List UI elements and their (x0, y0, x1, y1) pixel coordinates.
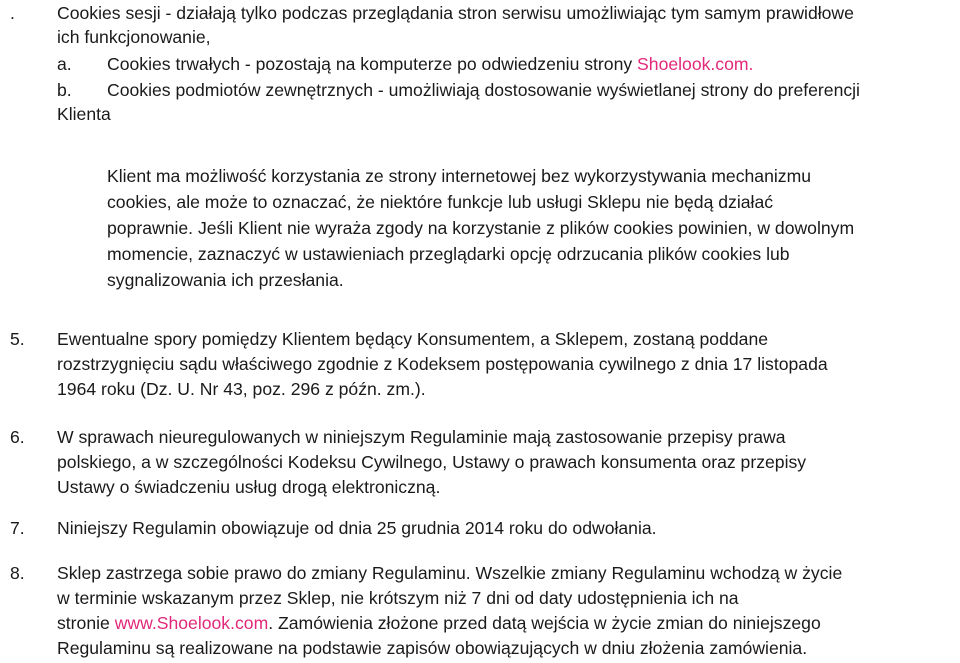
section-8-line-3-pre: stronie (57, 613, 115, 633)
section-8 (10, 561, 842, 661)
section-5-line-3: 1964 roku (Dz. U. Nr 43, poz. 296 z późn. zm.). (57, 379, 426, 399)
note-line: Klient ma możliwość korzystania ze strony internetowej bez wykorzystywania mechanizmu (107, 166, 812, 186)
section-6-line-1: W sprawach nieuregulowanych w niniejszym Regulaminie mają zastosowanie przepisy prawa (57, 427, 786, 447)
section-8-line-2: w terminie wskazanym przez Sklep, nie krótszym niż 7 dni od daty udostępnienia ich na (57, 588, 739, 608)
item-b-marker: b. (57, 80, 72, 100)
section-8-line-3-post: . Zamówienia złożone przed datą wejścia w życie zmian do niniejszego (268, 613, 821, 633)
item-b-line-1: Cookies podmiotów zewnętrznych - umożliwiają dostosowanie wyświetlanej strony do preferencji (107, 80, 860, 100)
section-number: 5. (10, 329, 25, 349)
note-line: poprawnie. Jeśli Klient nie wyraża zgody na korzystanie z plików cookies powinien, w dowolnym (107, 218, 855, 238)
section-5 (10, 327, 828, 402)
note-line: cookies, ale może to oznaczać, że niektóre funkcje lub usługi Sklepu nie będą działać (107, 192, 774, 212)
shoelook-www-link[interactable]: www.Shoelook.com (114, 613, 269, 633)
section-6 (10, 425, 806, 500)
section-6-line-2: polskiego, a w szczególności Kodeksu Cywilnego, Ustawy o prawach konsumenta oraz przepisy (57, 452, 807, 472)
section-number: 6. (10, 427, 25, 447)
cookies-note-paragraph (107, 163, 854, 293)
session-line-2: ich funkcjonowanie, (57, 26, 211, 47)
cookies-item-b (57, 79, 860, 126)
section-number: 7. (10, 518, 25, 538)
session-line-1: Cookies sesji - działają tylko podczas przeglądania stron serwisu umożliwiając tym samym prawidłowe (57, 3, 854, 23)
section-6-line-3: Ustawy o świadczeniu usług drogą elektroniczną. (57, 477, 441, 497)
note-line: momencie, zaznaczyć w ustawieniach przeglądarki opcję odrzucania plików cookies lub (107, 244, 790, 264)
section-5-line-1: Ewentualne spory pomiędzy Klientem będący Konsumentem, a Sklepem, zostaną poddane (57, 329, 769, 349)
cookies-session-paragraph (10, 2, 854, 49)
shoelook-link[interactable]: Shoelook.com. (637, 54, 754, 74)
note-line: sygnalizowania ich przesłania. (107, 270, 344, 290)
item-b-line-2: Klienta (57, 103, 111, 124)
cookies-item-a (57, 53, 753, 77)
section-5-line-2: rozstrzygnięciu sądu właściwego zgodnie z Kodeksem postępowania cywilnego z dnia 17 listopada (57, 354, 828, 374)
session-bullet: . (10, 3, 15, 23)
item-a-marker: a. (57, 54, 72, 74)
item-a-text: Cookies trwałych - pozostają na komputerze po odwiedzeniu strony (107, 54, 638, 74)
section-7 (10, 517, 657, 541)
section-8-line-1: Sklep zastrzega sobie prawo do zmiany Regulaminu. Wszelkie zmiany Regulaminu wchodzą w życie (57, 563, 843, 583)
section-7-line: Niniejszy Regulamin obowiązuje od dnia 25 grudnia 2014 roku do odwołania. (57, 518, 657, 538)
section-8-line-4: Regulaminu są realizowane na podstawie zapisów obowiązujących w dniu złożenia zamówienia. (57, 638, 808, 658)
section-number: 8. (10, 563, 25, 583)
